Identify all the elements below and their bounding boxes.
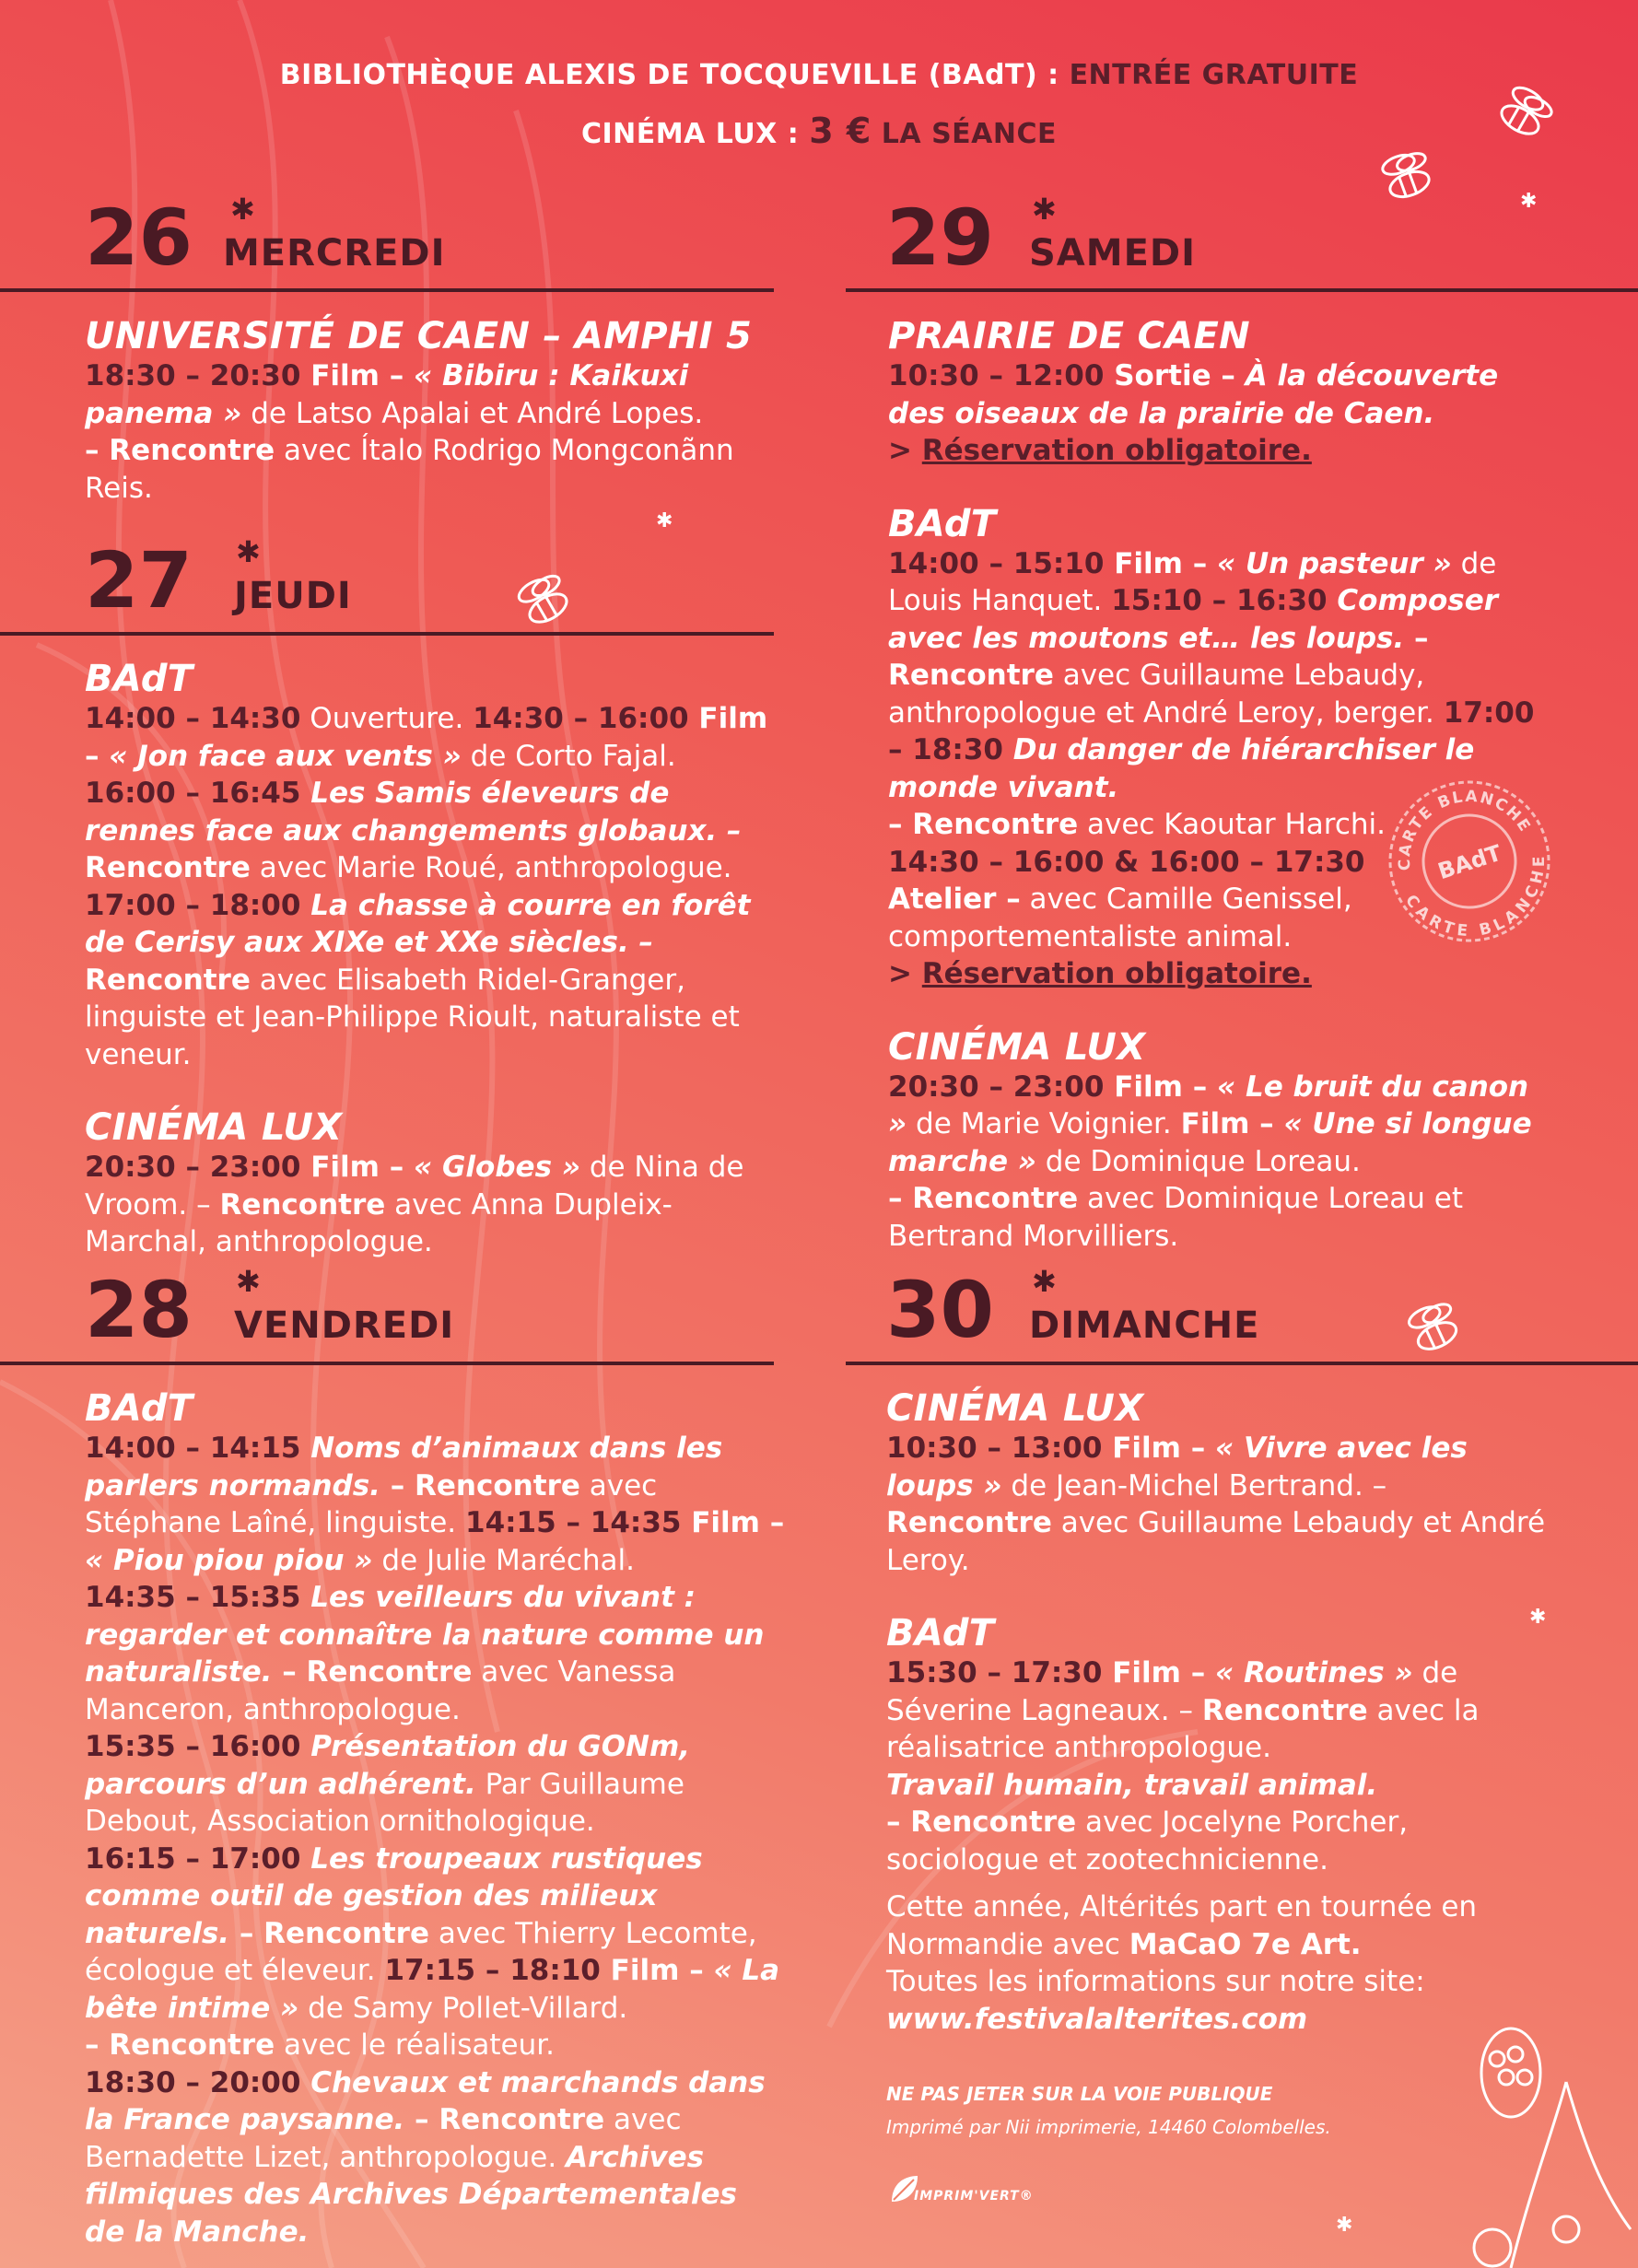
schedule-27 xyxy=(85,658,785,1261)
lux-pricing xyxy=(0,103,1638,162)
day-number: 27 xyxy=(85,535,193,625)
divider-26 xyxy=(0,288,774,292)
event-text: 14:00 – 14:30 Ouverture. 14:30 – 16:00 Film – « Jon face aux vents » de Corto Fajal. 16:00 – 16:45 Les Samis éleveurs de rennes face aux changements globaux. – Rencontre avec Marie Roué, anthropologue. 17:00 – 18:00 La chasse à courre en forêt de Cerisy aux XIXe et XXe siècles. – Rencontre avec Elisabeth Ridel-Granger, linguiste et Jean-Philippe Rioult, naturaliste et veneur. xyxy=(85,702,768,1071)
svg-text:✱: ✱ xyxy=(1520,190,1538,213)
event-text: 10:30 – 12:00 Sortie – À la découverte des oiseaux de la prairie de Caen. > Réservation obligatoire. xyxy=(888,359,1499,467)
star-icon: ✱ xyxy=(1032,1264,1057,1299)
day-number: 26 xyxy=(85,193,193,283)
reservation-link[interactable]: Réservation obligatoire. xyxy=(921,957,1312,990)
event-text: 20:30 – 23:00 Film – « Globes » de Nina de Vroom. – Rencontre avec Anna Dupleix-Marchal, anthropologue. xyxy=(85,1151,744,1258)
day-header-27 xyxy=(0,534,774,645)
venue-title: BAdT xyxy=(85,1387,193,1430)
stamp-center: BAdT xyxy=(1434,839,1505,885)
venue-title: CINÉMA LUX xyxy=(886,1387,1144,1430)
star-icon: ✱ xyxy=(1032,192,1057,227)
tour-info xyxy=(886,1888,1559,2038)
event-text: 15:30 – 17:30 Film – « Routines » de Séverine Lagneaux. – Rencontre avec la réalisatrice anthropologue. Travail humain, travail animal. – Rencontre avec Jocelyne Porcher, sociologue et zootechnicienne. xyxy=(886,1656,1480,1876)
day-name: SAMEDI xyxy=(1029,232,1196,275)
venue-title: BAdT xyxy=(85,658,193,700)
venue-title: BAdT xyxy=(888,502,997,545)
event-text: 14:00 – 15:10 Film – « Un pasteur » de Louis Hanquet. 15:10 – 16:30 Composer avec les moutons et… les loups. – Rencontre avec Guillaume Lebaudy, anthropologue et André Leroy, berger. 17:00 – 18:30 Du danger de hiérarchiser le monde vivant. – Rencontre avec Kaoutar Harchi. 14:30 – 16:00 & 16:00 – 17:30 Atelier – avec Camille Genissel, comportementaliste animal. > Réservation obligatoire. xyxy=(888,546,1535,990)
svg-text:✱: ✱ xyxy=(1336,2214,1353,2237)
stamp-ring-bottom: CARTE BLANCHE xyxy=(1401,854,1550,941)
print-footer xyxy=(886,2077,1439,2144)
venue-title: UNIVERSITÉ DE CAEN – AMPHI 5 xyxy=(85,315,753,357)
venue-title: BAdT xyxy=(886,1612,995,1654)
event-text: 10:30 – 13:00 Film – « Vivre avec les loups » de Jean-Michel Bertrand. – Rencontre avec Guillaume Lebaudy et André Leroy. xyxy=(886,1432,1546,1577)
star-icon: ✱ xyxy=(236,1264,261,1299)
event-text: 18:30 – 20:30 Film – « Bibiru : Kaikuxi panema » de Latso Apalai et André Lopes. – Rencontre avec Ítalo Rodrigo Mongconãnn Reis. xyxy=(85,359,734,505)
event-text: 14:00 – 14:15 Noms d’animaux dans les parlers normands. – Rencontre avec Stéphane Laîné, linguiste. 14:15 – 14:35 Film – « Piou piou piou » de Julie Maréchal. 14:35 – 15:35 Les veilleurs du vivant : regarder et connaître la nature comme un naturaliste. – Rencontre avec Vanessa Manceron, anthropologue. 15:35 – 16:00 Présentation du GONm, parcours d’un adhérent. Par Guillaume Debout, Association ornithologique. 16:15 – 17:00 Les troupeaux rustiques comme outil de gestion des milieux naturels. – Rencontre avec Thierry Lecomte, écologue et éleveur. 17:15 – 18:10 Film – « La bête intime » de Samy Pollet-Villard. – Rencontre avec le réalisateur. 18:30 – 20:00 Chevaux et marchands dans la France paysanne. – Rencontre avec Bernadette Lizet, anthropologue. Archives filmiques des Archives Départementales de la Manche. xyxy=(85,1432,785,2249)
day-name: VENDREDI xyxy=(234,1304,455,1347)
logo-text: IMPRIM'VERT® xyxy=(914,2189,1034,2204)
pricing-header xyxy=(0,48,1638,162)
imprimvert-logo xyxy=(886,2167,1071,2213)
divider-29 xyxy=(846,288,1638,292)
schedule-30 xyxy=(886,1387,1559,1878)
day-header-28 xyxy=(0,1264,774,1374)
venue-title: CINÉMA LUX xyxy=(888,1025,1146,1069)
schedule-28 xyxy=(85,1387,785,2250)
day-header-29 xyxy=(801,192,1638,302)
divider-30 xyxy=(846,1362,1638,1365)
day-name: MERCREDI xyxy=(223,232,446,275)
day-header-30 xyxy=(801,1264,1638,1374)
day-name: DIMANCHE xyxy=(1029,1304,1260,1347)
schedule-26 xyxy=(85,315,785,507)
lux-price-amount: 3 € xyxy=(809,111,872,151)
divider-28 xyxy=(0,1362,774,1365)
footer-notice: NE PAS JETER SUR LA VOIE PUBLIQUE xyxy=(886,2083,1273,2105)
svg-text:✱: ✱ xyxy=(1529,1606,1547,1629)
day-number: 30 xyxy=(886,1265,994,1355)
badt-price: ENTRÉE GRATUITE xyxy=(1069,59,1359,91)
carte-blanche-stamp xyxy=(1382,774,1557,949)
star-icon: ✱ xyxy=(230,192,255,227)
stamp-ring-top: CARTE BLANCHE xyxy=(1395,787,1535,871)
day-number: 28 xyxy=(85,1265,193,1355)
reservation-link[interactable]: Réservation obligatoire. xyxy=(921,434,1312,467)
badt-pricing xyxy=(0,48,1638,103)
website-link[interactable]: www.festivalalterites.com xyxy=(886,2002,1308,2036)
badt-label: BIBLIOTHÈQUE ALEXIS DE TOCQUEVILLE (BAdT) : xyxy=(279,59,1059,91)
day-name: JEUDI xyxy=(234,575,352,617)
venue-title: PRAIRIE DE CAEN xyxy=(888,315,1250,357)
divider-27 xyxy=(0,632,774,636)
event-text: 20:30 – 23:00 Film – « Le bruit du canon » de Marie Voignier. Film – « Une si longue marche » de Dominique Loreau. – Rencontre avec Dominique Loreau et Bertrand Morvilliers. xyxy=(888,1070,1532,1253)
venue-title: CINÉMA LUX xyxy=(85,1106,343,1149)
lux-label: CINÉMA LUX : xyxy=(580,118,800,150)
day-number: 29 xyxy=(886,193,994,283)
svg-text:✱: ✱ xyxy=(656,509,673,532)
lux-price-label: LA SÉANCE xyxy=(881,118,1058,150)
tour-text: Cette année, Altérités part en tournée en Normandie avec MaCaO 7e Art. Toutes les informations sur notre site: www.festivalalterites.com xyxy=(886,1890,1478,2036)
footer-printer: Imprimé par Nii imprimerie, 14460 Colombelles. xyxy=(886,2116,1331,2138)
star-icon: ✱ xyxy=(236,534,261,569)
day-header-26 xyxy=(0,192,774,302)
